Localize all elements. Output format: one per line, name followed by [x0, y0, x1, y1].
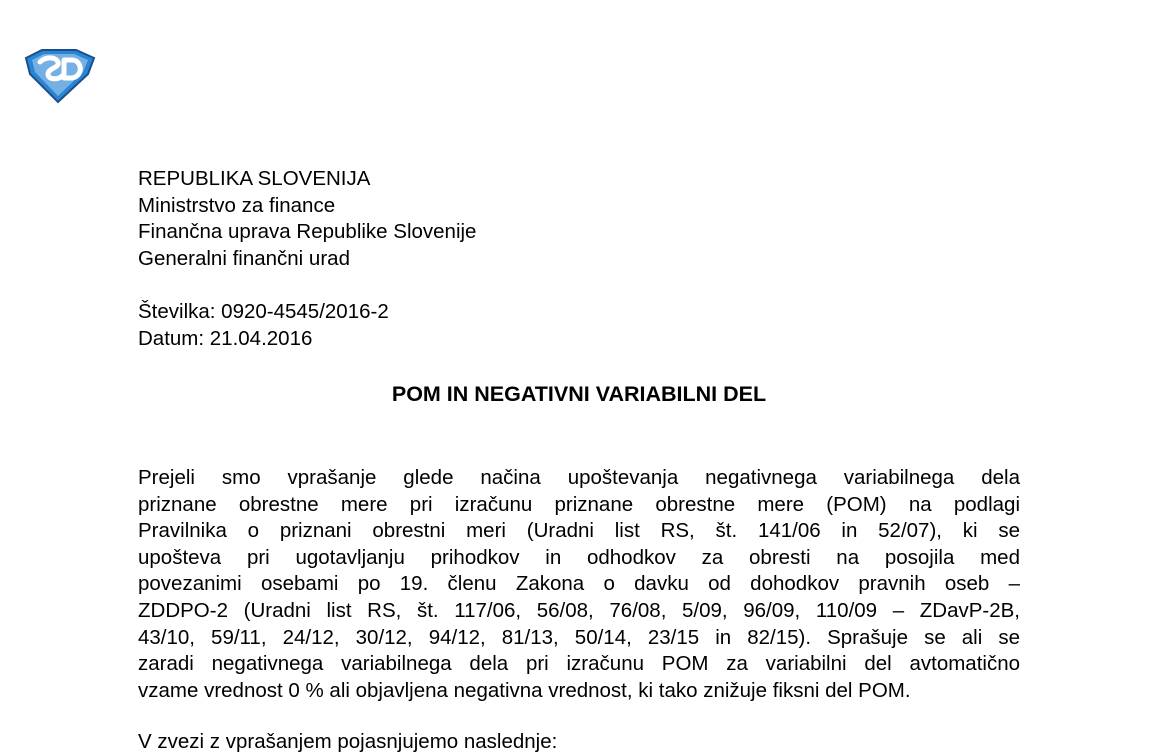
paragraph-line: Pravilnika o priznani obrestni meri (Uradni list RS, št. 141/06 in 52/07), ki se	[138, 519, 1020, 543]
paragraph-line: povezanimi osebami po 19. členu Zakona o davku od dohodkov pravnih oseb –	[138, 572, 1020, 596]
paragraph-line: 43/10, 59/11, 24/12, 30/12, 94/12, 81/13, 50/14, 23/15 in 82/15). Sprašuje se ali se	[138, 625, 1020, 649]
paragraph-line: Prejeli smo vprašanje glede načina upoštevanja negativnega variabilnega dela	[138, 466, 1020, 489]
issuer-line-republic: REPUBLIKA SLOVENIJA	[138, 167, 371, 190]
issuer-line-administration: Finančna uprava Republike Slovenije	[138, 220, 477, 243]
paragraph-line: vzame vrednost 0 % ali objavljena negativna vrednost, ki tako znižuje fiksni del POM.	[138, 678, 911, 702]
body-paragraph	[138, 465, 1020, 704]
paragraph-line: priznane obrestne mere pri izračunu priznane obrestne mere (POM) na podlagi	[138, 492, 1020, 516]
issuer-line-office: Generalni finančni urad	[138, 246, 350, 270]
paragraph-line: upošteva pri ugotavljanju prihodkov in odhodkov za obresti na posojila med	[138, 545, 1020, 569]
next-paragraph-partial: V zvezi z vprašanjem pojasnjujemo naslednje:	[138, 730, 558, 753]
issuer-header	[138, 166, 476, 272]
fura-shield-logo-icon	[22, 48, 96, 104]
paragraph-line: ZDDPO-2 (Uradni list RS, št. 117/06, 56/08, 76/08, 5/09, 96/09, 110/09 – ZDavP-2B,	[138, 598, 1020, 622]
issuer-line-ministry: Ministrstvo za finance	[138, 193, 336, 217]
document-number: Številka: 0920-4545/2016-2	[138, 300, 389, 323]
document-meta	[138, 299, 389, 352]
document-title: POM IN NEGATIVNI VARIABILNI DEL	[391, 382, 767, 406]
paragraph-line: zaradi negativnega variabilnega dela pri izračunu POM za variabilni del avtomatično	[138, 652, 1020, 676]
document-date: Datum: 21.04.2016	[138, 326, 313, 350]
